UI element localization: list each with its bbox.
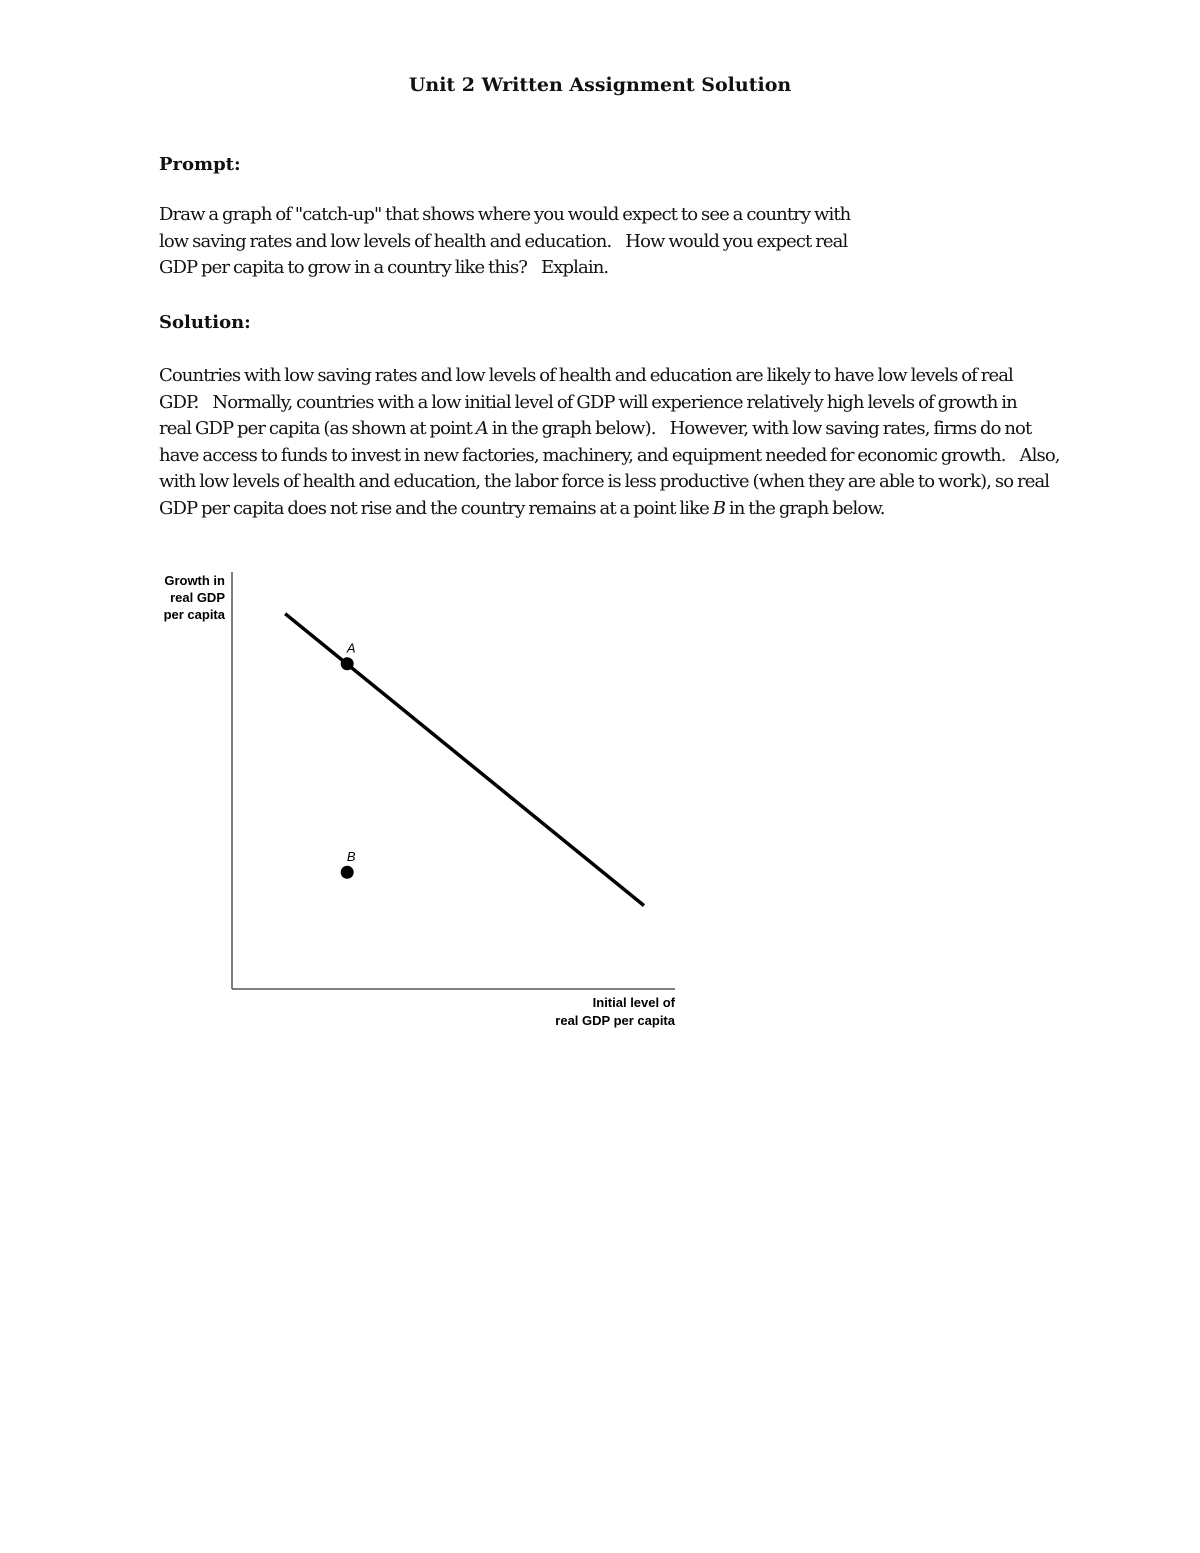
solution-line-3b: in the graph below). — [491, 418, 656, 439]
prompt-line-2 — [159, 229, 850, 256]
x-axis-label-1: Initial level of — [592, 995, 675, 1010]
solution-line-2b: Normally, countries with a low initial level of GDP will experience relatively high levels of growth in — [212, 391, 1017, 413]
prompt-line-3a: GDP per capita to grow in a country like this? — [159, 257, 528, 278]
solution-line-6b: in the graph below. — [728, 497, 885, 519]
solution-line-3 — [159, 416, 1060, 443]
y-axis-label-1: Growth in — [164, 573, 225, 588]
solution-line-2a: GDP. — [159, 391, 199, 413]
prompt-line-1: Draw a graph of "catch-up" that shows where you would expect to see a country with — [159, 204, 851, 225]
point-a-label: A — [346, 640, 356, 656]
solution-line-2 — [159, 390, 1060, 417]
solution-line-5: with low levels of health and education, the labor force is less productive (when they are able to work), so real — [159, 471, 1050, 492]
solution-line-6a: GDP per capita does not rise and the country remains at a point like — [159, 497, 709, 519]
solution-line-1: Countries with low saving rates and low levels of health and education are likely to have low levels of real — [159, 365, 1013, 386]
solution-line-6 — [159, 496, 1060, 523]
prompt-line-2b: How would you expect real — [625, 230, 848, 252]
document-title: Unit 2 Written Assignment Solution — [408, 74, 792, 96]
prompt-text — [159, 202, 850, 282]
series-line-0 — [285, 614, 644, 906]
y-axis-label-2: real GDP — [170, 590, 225, 605]
prompt-line-3b: Explain. — [541, 257, 609, 278]
point-b-ref: B — [712, 497, 726, 519]
catch-up-chart — [140, 560, 700, 1040]
prompt-line-2a: low saving rates and low levels of health and education. — [159, 230, 612, 252]
solution-text — [159, 363, 1060, 522]
solution-line-4b: Also, — [1019, 444, 1060, 466]
point-b-label: B — [346, 849, 356, 865]
point-a-marker — [341, 657, 354, 670]
solution-heading: Solution: — [159, 312, 251, 333]
prompt-line-3 — [159, 255, 850, 282]
solution-line-4a: have access to funds to invest in new factories, machinery, and equipment needed for economic growth. — [159, 444, 1006, 466]
solution-line-3a: real GDP per capita (as shown at point — [159, 418, 472, 439]
x-axis-label-2: real GDP per capita — [555, 1013, 675, 1028]
solution-line-4 — [159, 443, 1060, 470]
point-a-ref: A — [475, 418, 488, 439]
y-axis-label-3: per capita — [163, 607, 225, 622]
prompt-heading: Prompt: — [159, 154, 241, 175]
point-b-marker — [341, 866, 354, 879]
solution-line-3c: However, with low saving rates, firms do not — [669, 418, 1032, 439]
